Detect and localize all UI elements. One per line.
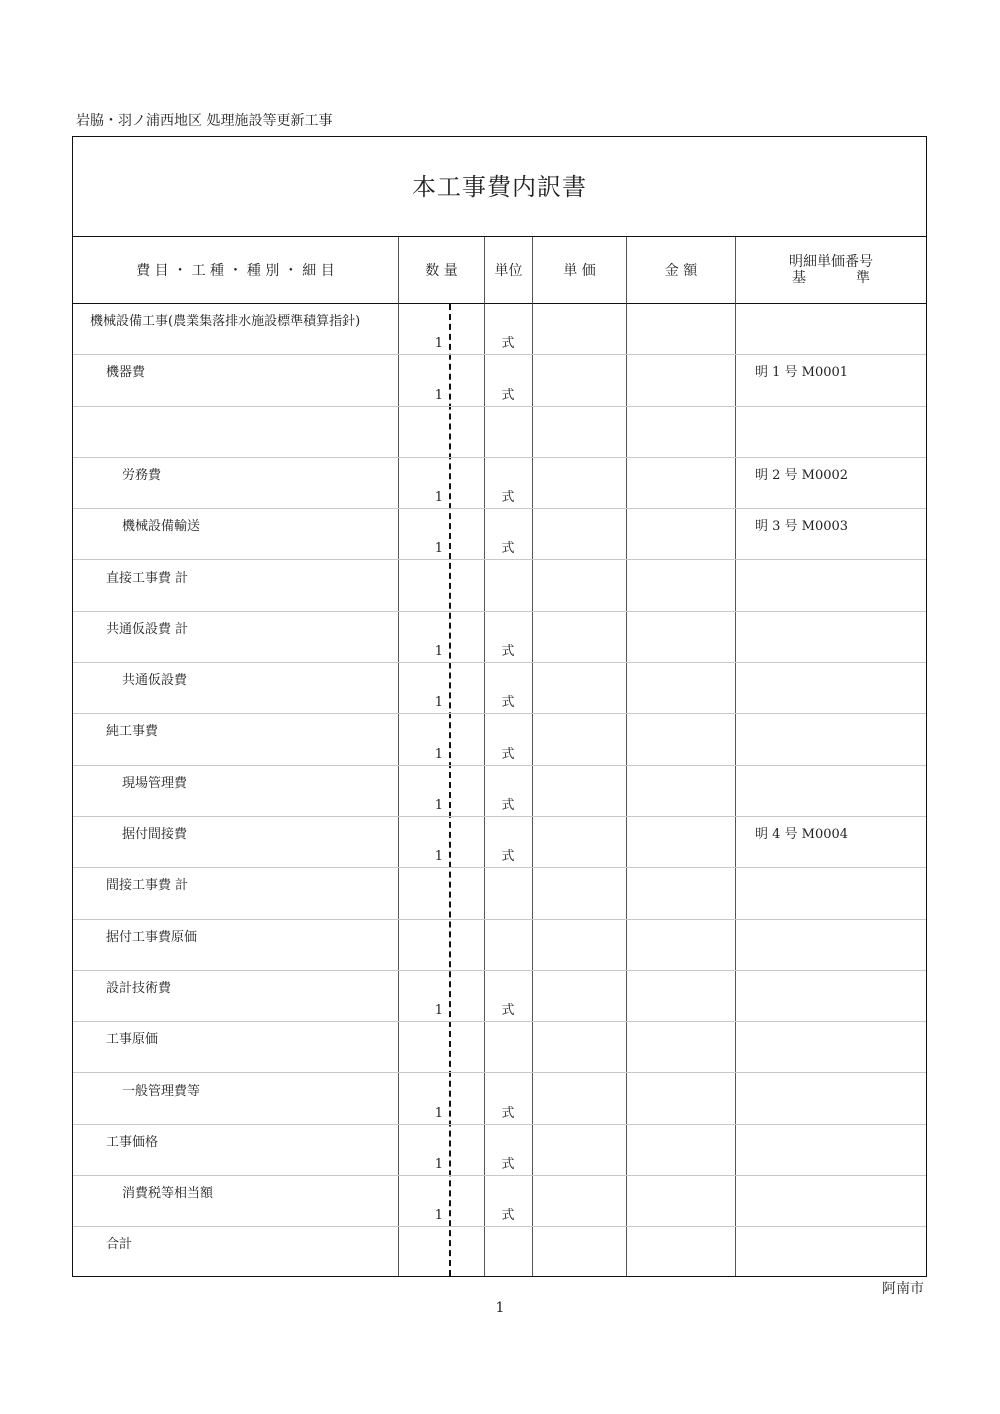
- table-row: [73, 971, 926, 1022]
- row-item-name: 機械設備工事(農業集落排水施設標準積算指針): [90, 314, 361, 329]
- header-amount: 金 額: [626, 237, 735, 304]
- table-row: [73, 612, 926, 663]
- header-code-line1: 明細単価番号: [789, 254, 873, 270]
- row-quantity: 1: [434, 849, 443, 865]
- row-quantity: 1: [434, 644, 443, 660]
- row-quantity: 1: [434, 746, 443, 762]
- row-unit: 式: [501, 541, 515, 557]
- header-quantity: 数 量: [398, 237, 484, 304]
- header-item: 費 目 ・ 工 種 ・ 種 別 ・ 細 目: [73, 237, 398, 304]
- table-row: [73, 458, 926, 509]
- row-quantity: 1: [434, 695, 443, 711]
- row-detail-code: 明 4 号 M0004: [755, 827, 849, 842]
- row-quantity: 1: [434, 387, 443, 403]
- table-row: [73, 304, 926, 355]
- header-unit-price: 単 価: [532, 237, 626, 304]
- table-row: [73, 1227, 926, 1278]
- row-detail-code: 明 1 号 M0001: [755, 365, 849, 381]
- header-code-standard: [735, 237, 926, 304]
- row-item-name: 据付工事費原価: [106, 929, 198, 945]
- row-quantity: 1: [434, 1003, 443, 1019]
- row-unit: 式: [501, 336, 515, 352]
- table-row: [73, 1176, 926, 1227]
- row-item-name: 機械設備輸送: [122, 519, 201, 535]
- row-quantity: 1: [434, 1105, 443, 1121]
- table-row: [73, 1125, 926, 1176]
- row-quantity: 1: [434, 797, 443, 813]
- table-body: [73, 304, 926, 1276]
- row-quantity: 1: [434, 1157, 443, 1173]
- header-unit: 単位: [484, 237, 532, 304]
- row-item-name: 労務費: [122, 467, 162, 483]
- table-row: [73, 663, 926, 714]
- row-item-name: 機器費: [106, 365, 146, 381]
- row-item-name: 一般管理費等: [122, 1083, 201, 1099]
- row-unit: 式: [501, 1208, 515, 1224]
- document-title: 本工事費内訳書: [73, 137, 926, 237]
- row-unit: 式: [501, 1003, 515, 1019]
- row-item-name: 設計技術費: [106, 980, 172, 996]
- table-row: [73, 509, 926, 560]
- table-row: [73, 407, 926, 458]
- row-item-name: 間接工事費 計: [106, 878, 189, 894]
- row-quantity: 1: [434, 541, 443, 557]
- row-item-name: 直接工事費 計: [106, 570, 189, 586]
- row-unit: 式: [501, 695, 515, 711]
- row-item-name: 現場管理費: [122, 775, 188, 791]
- page-number: 1: [495, 1300, 505, 1316]
- row-item-name: 純工事費: [106, 724, 159, 740]
- row-unit: 式: [501, 797, 515, 813]
- table-row: [73, 561, 926, 612]
- row-unit: 式: [501, 1157, 515, 1173]
- row-detail-code: 明 2 号 M0002: [755, 467, 849, 483]
- cost-breakdown-sheet: [72, 136, 927, 1277]
- table-row: [73, 355, 926, 406]
- row-item-name: 共通仮設費: [122, 673, 188, 689]
- row-unit: 式: [501, 1105, 515, 1121]
- table-row: [73, 920, 926, 971]
- row-item-name: 合計: [106, 1237, 133, 1253]
- row-item-name: 共通仮設費 計: [106, 621, 189, 637]
- row-unit: 式: [501, 849, 515, 865]
- row-unit: 式: [501, 387, 515, 403]
- city-name: 阿南市: [882, 1281, 924, 1297]
- table-row: [73, 1074, 926, 1125]
- row-unit: 式: [501, 644, 515, 660]
- table-row: [73, 714, 926, 765]
- row-item-name: 工事原価: [106, 1032, 159, 1048]
- table-row: [73, 817, 926, 868]
- table-row: [73, 766, 926, 817]
- row-item-name: 据付間接費: [122, 827, 188, 842]
- row-unit: 式: [501, 746, 515, 762]
- row-item-name: 消費税等相当額: [122, 1186, 214, 1202]
- project-title: 岩脇・羽ノ浦西地区 処理施設等更新工事: [76, 113, 333, 129]
- table-row: [73, 1022, 926, 1073]
- table-row: [73, 868, 926, 919]
- row-item-name: 工事価格: [106, 1134, 159, 1150]
- row-unit: 式: [501, 490, 515, 506]
- header-code-line2: 基準: [792, 270, 920, 286]
- row-quantity: 1: [434, 490, 443, 506]
- row-quantity: 1: [434, 336, 443, 352]
- row-detail-code: 明 3 号 M0003: [755, 519, 849, 535]
- row-quantity: 1: [434, 1208, 443, 1224]
